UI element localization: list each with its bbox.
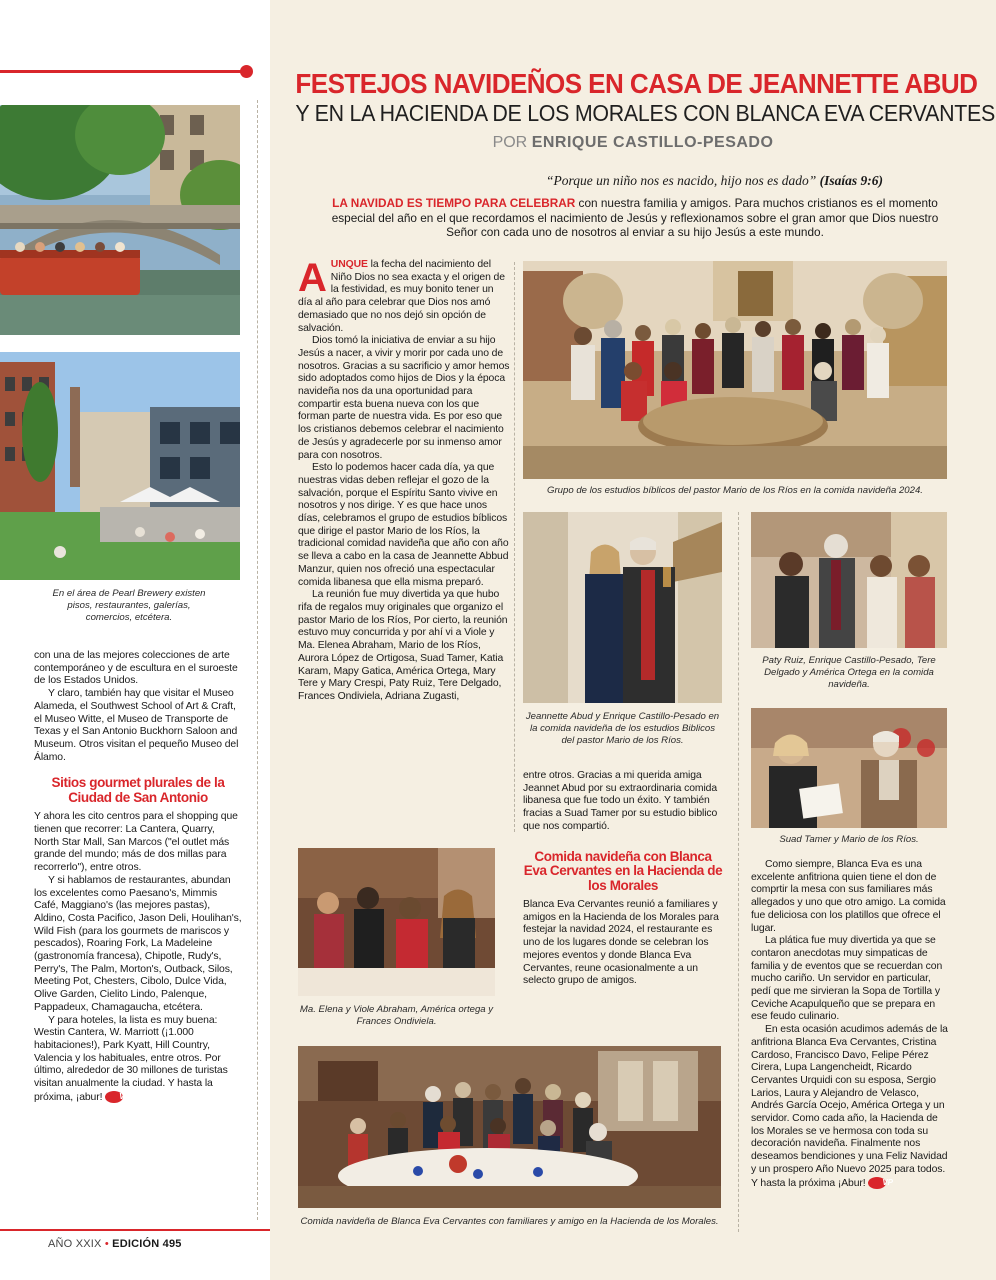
- column-divider: [738, 512, 739, 1232]
- article-intro: [320, 196, 950, 240]
- vp-logo-mark: VP: [868, 1177, 886, 1189]
- red-rule-dot: [240, 65, 253, 78]
- left-paragraph-text: Y para hoteles, la lista es muy buena: Westin Cantera, W. Marriott (¡1.000 habitaciones!), Park Kyatt, Hill Country, Valencia y los habituales, entre otros. Por último, alrededor de 30 millones de turistas visitan anualmente la ciudad. Y hasta la próxima, ¡abur!: [34, 1014, 228, 1103]
- footer-separator: •: [104, 1238, 109, 1250]
- article-subtitle: Y EN LA HACIENDA DE LOS MORALES CON BLANCA EVA CERVANTES: [295, 100, 996, 126]
- article-column-1: [298, 256, 510, 704]
- jeannette-abud-caption: Jeannette Abud y Enrique Castillo-Pesado en la comida navideña de los estudios Biblicos del pastor Mario de los Ríos.: [525, 711, 720, 746]
- left-column-panel: [0, 0, 270, 1280]
- hacienda-subhead: Comida navideña con Blanca Eva Cervantes en la Hacienda de los Morales: [523, 848, 723, 893]
- col2-paragraph: Blanca Eva Cervantes reunió a familiares y amigos en la Hacienda de los Morales para festejar la navidad 2024, el restaurante es uno de los lugares donde se celebran los mejores eventos y donde Blanca Eva Cervantes, reune ocasionalmente a un selecto grupo de amigos.: [523, 899, 719, 987]
- paty-ruiz-group-photo: [751, 512, 947, 648]
- column-divider: [257, 100, 258, 1220]
- bible-study-group-photo: [523, 261, 947, 479]
- left-paragraph: Y claro, también hay que visitar el Museo Alameda, el Southwest School of Art & Craft, el Museo Witte, el Museo de Transporte de Texas y el San Antonio Buckhorn Saloon and Museum. Otros visitan el pequeño Museo del Álamo.: [34, 688, 239, 763]
- jeannette-abud-photo: [523, 512, 722, 703]
- col1-paragraph: Dios tomó la iniciativa de enviar a su hijo Jesús a nacer, a vivir y morir por cada uno de nosotros. Gracias a su sacrificio y amor hemos sido adoptados como hijos de Dios y la época navideña nos da una oportunidad para compartir esta buena nueva con los que forman parte de nuestra vida. Es por eso que los cristianos debemos celebrar el nacimiento de Jesús y agradecerle por su inmenso amor para con nosotros.: [298, 335, 510, 461]
- lead-word: UNQUE: [330, 259, 368, 270]
- intro-lead: LA NAVIDAD ES TIEMPO PARA CELEBRAR: [332, 196, 576, 210]
- hacienda-dinner-photo: [298, 1046, 721, 1208]
- left-column-text: [34, 650, 242, 1104]
- epigraph-reference: (Isaías 9:6): [819, 173, 884, 188]
- riverwalk-photo: [0, 105, 240, 335]
- epigraph-text: “Porque un niño nos es nacido, hijo nos es dado”: [546, 173, 817, 188]
- col1-paragraph: Esto lo podemos hacer cada día, ya que nuestras vidas deben reflejar el gozo de la salvación, porque el Espíritu Santo vivive en nosotros y nos dirige. Y es que hace unos días, celebramos el grupo de estudios bíblicos que dirige el pastor Mario de los Ríos, la tradicional comidad navideña que año con año se lleva a cabo en la casa de Jeannette Abbud Manzur, quien nos ofreció una espectacular comida libanesa que ella misma preparó.: [298, 462, 509, 588]
- pearl-brewery-photo: [0, 352, 240, 580]
- red-rule: [0, 70, 244, 73]
- col3-paragraph: [751, 1024, 951, 1190]
- intro-text: con nuestra familia y amigos. Para muchos cristianos es el momento especial del año en el que recordamos el nacimiento de Jesús y reflexionamos sobre el gran amor que Dios nuestro Señor con cada uno de nosotros al enviar a su hijo Jesús a este mundo.: [331, 196, 939, 239]
- footer: [48, 1238, 182, 1250]
- abraham-sisters-caption: Ma. Elena y Viole Abraham, América ortega y Frances Ondiviela.: [299, 1004, 494, 1027]
- epigraph: [546, 173, 883, 189]
- col2-paragraph: entre otros. Gracias a mi querida amiga Jeannet Abud por su extraordinaria comida libanesa que fue todo un éxito. Y también fracias a Suad Tamer por su estudio biblico que nos compartió.: [523, 770, 718, 832]
- left-subhead: Sitios gourmet plurales de la Ciudad de San Antonio: [51, 775, 225, 805]
- pearl-brewery-caption: En el área de Pearl Brewery existen pisos, restaurantes, galerías, comercios, etcétera.: [52, 588, 206, 623]
- footer-edition: EDICIÓN 495: [112, 1238, 182, 1250]
- drop-cap: A: [298, 256, 327, 300]
- left-paragraph: Y ahora les cito centros para el shopping que tienen que recorrer: La Cantera, Quarry, North Star Mall, San Marcos ("el outlet más grande del mundo; más de dos millas para recorrerlo"), entre otros.: [34, 811, 238, 874]
- paty-ruiz-caption: Paty Ruiz, Enrique Castillo-Pesado, Tere Delgado y América Ortega en la comida navideña.: [762, 655, 936, 690]
- left-paragraph: con una de las mejores colecciones de arte contemporáneo y de escultura en el suroeste de los Estados Unidos.: [34, 650, 238, 687]
- col3-paragraph-text: En esta ocasión acudimos además de la anfitriona Blanca Eva Cervantes, Cristina Cardoso, Francisco Davo, Felipe Pérez Cirera, Lupa Langencheidt, Ricardo Cervantes Urquidi con su esposa, Sergio Larios, Laura y Alejandro de Velasco, Andrés García Ocejo, América Ortega y un servidor. Como cada año, la Hacienda de los Morales se ve hermosa con toda su decoración navideña. Finalmente nos deseamos bendiciones y una Feliz Navidad y un prospero Año Nuevo 2025 para todos. Y hasta la próxima ¡Abur!: [751, 1024, 948, 1189]
- vp-logo-mark: VP: [105, 1091, 123, 1103]
- article-title: FESTEJOS NAVIDEÑOS EN CASA DE JEANNETTE ABUD: [295, 68, 978, 99]
- col3-paragraph: Como siempre, Blanca Eva es una excelente anfitriona quien tiene el don de comprtir la mesa con sus familiares más allegados y uno que otro amigo. La comida fue deliciosa con los platillos que ofrece el lugar.: [751, 859, 946, 934]
- hacienda-dinner-caption: Comida navideña de Blanca Eva Cervantes con familiares y amigo en la Hacienda de los Morales.: [300, 1216, 719, 1227]
- suad-tamer-caption: Suad Tamer y Mario de los Ríos.: [779, 834, 919, 845]
- article-column-3: [751, 859, 951, 1190]
- byline: [270, 134, 996, 152]
- left-paragraph: [34, 1015, 242, 1105]
- left-paragraph: Y si hablamos de restaurantes, abundan los excelentes como Paesano's, Mimmis Café, Maggiano's (las mejores pastas), Aldino, Costa Pacifico, Jason Deli, Houlihan's, Wild Fish (para los gourmets de mariscos y pescados), Roaring Fork, La Madeleine (gastronomía francesa), Chipotle, Rudy's, Perry's, The Palm, Morton's, Outback, Silos, Meeting Pot, Chesters, Cibolo, Dulce Vida, Olive Garden, Cielito Lindo, Palenque, Pappadeux, Chamagaucha, etcétera.: [34, 874, 242, 1013]
- footer-rule: [0, 1229, 270, 1231]
- byline-author: ENRIQUE CASTILLO-PESADO: [531, 134, 774, 151]
- suad-tamer-photo: [751, 708, 947, 828]
- article-column-2: [523, 770, 723, 988]
- bible-study-group-caption: Grupo de los estudios bíblicos del pastor Mario de los Ríos en la comida navideña 2024.: [547, 485, 923, 496]
- abraham-sisters-photo: [298, 848, 495, 996]
- byline-por: POR: [492, 134, 528, 151]
- article-panel: [270, 0, 996, 1280]
- col3-paragraph: La plática fue muy divertida ya que se contaron anecdotas muy simpaticas de familia y de eventos que se recuerdan con mucho cariño. Un servidor en particular, pedí que me sirvieran la Sopa de Tortilla y Ceviche Acapulqueño que se prepara en ese feudo culinario.: [751, 935, 943, 1023]
- column-divider: [514, 262, 515, 832]
- col1-paragraph: La reunión fue muy divertida ya que hubo rifa de regalos muy originales que organizo el pastor Mario de los Ríos, Por cierto, la reunión estuvo muy concurrida y por ahí vi a Viole y Ma. Elenea Abraham, Mario de los Ríos, Aurora López de Ortigosa, Suad Tamer, Katia Karam, Mapy Gatica, América Ortega, Mary Tere y Mary Crespi, Paty Ruiz, Tere Delgado, Frances Ondiviela, Adriana Zugasti,: [298, 589, 508, 702]
- col1-paragraph: la fecha del nacimiento del Niño Dios no sea exacta y el origen de la festividad, es muy bonito tener un día al año para celebrar que Dios nos amó demasiado que no nos dejó sin opción de salvación.: [298, 259, 505, 334]
- footer-year: AÑO XXIX: [48, 1238, 102, 1250]
